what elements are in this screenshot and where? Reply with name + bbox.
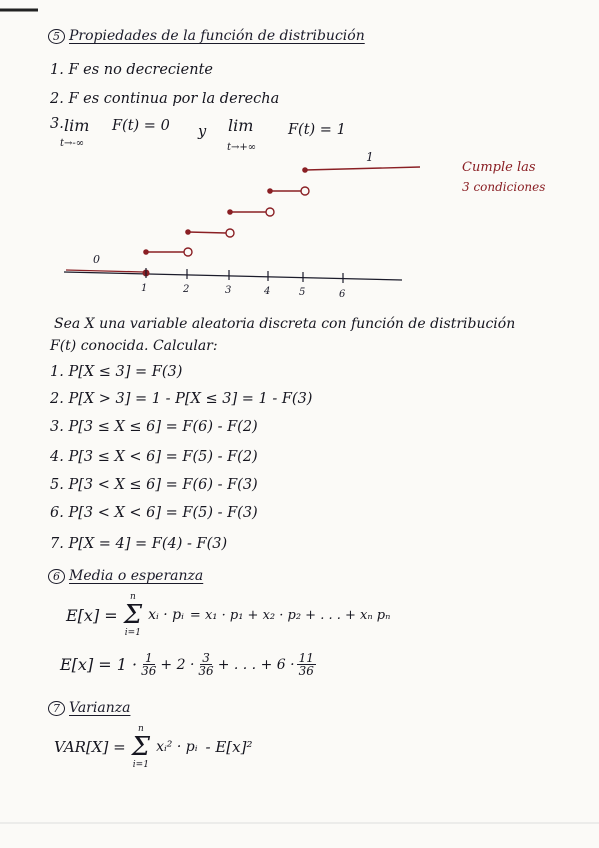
- open-dot-4: [301, 187, 309, 195]
- closed-dot-5: [302, 167, 308, 173]
- closed-dot-1: [143, 249, 149, 255]
- section-6-number: 6: [48, 569, 65, 584]
- calc-item-2-num: 2.: [50, 391, 64, 407]
- calc-item-5-num: 5.: [50, 477, 64, 493]
- mean-eq1-term: xᵢ · pᵢ: [148, 607, 184, 623]
- calc-item-1-text: P[X ≤ 3] = F(3): [68, 364, 183, 380]
- open-dot-2: [226, 229, 234, 237]
- calc-item-3: [50, 419, 258, 435]
- tick-label-1: 1: [141, 283, 148, 294]
- variance-equation: [54, 724, 252, 770]
- mean-eq1-rhs: = x₁ · p₁ + x₂ · p₂ + . . . + xₙ pₙ: [189, 607, 391, 623]
- calc-item-5: [50, 477, 258, 493]
- sigma-symbol-variance: Σ: [131, 732, 151, 762]
- mean-eq2-mid-2: + . . . + 6 ·: [217, 656, 295, 673]
- step-5: [305, 167, 420, 170]
- section-5-number: 5: [48, 29, 65, 44]
- sigma-symbol: Σ: [123, 600, 143, 630]
- property-1-num: 1.: [50, 62, 64, 78]
- fraction-2-denominator: 36: [198, 664, 214, 678]
- calc-item-7: [50, 536, 227, 552]
- calc-item-2: [50, 391, 312, 407]
- calc-item-4-num: 4.: [50, 449, 64, 465]
- x-axis: [64, 272, 402, 280]
- closed-dot-4: [267, 188, 273, 194]
- section-6-title: Media o esperanza: [69, 568, 204, 584]
- mean-equation-1: [66, 592, 390, 638]
- calc-item-4: [50, 449, 258, 465]
- calc-item-3-text: P[3 ≤ X ≤ 6] = F(6) - F(2): [68, 419, 258, 435]
- fraction-3-numerator: 11: [298, 651, 314, 665]
- intro-line-1: Sea X una variable aleatoria discreta con función de distribución: [54, 316, 516, 332]
- sum-bottom-mean: i=1: [124, 628, 141, 638]
- open-dot-1: [184, 248, 192, 256]
- section-7-heading: [48, 700, 130, 716]
- mean-eq1-lhs: E[x] =: [66, 605, 118, 625]
- tick-label-3: 3: [225, 285, 232, 296]
- sum-bottom-variance: i=1: [132, 760, 149, 770]
- sum-sign-mean: [124, 592, 142, 638]
- property-3-num: 3.: [50, 116, 64, 132]
- open-dot-3: [266, 208, 274, 216]
- graph-note-line-2: 3 condiciones: [462, 180, 546, 194]
- limit-1-expression: F(t) = 0: [112, 118, 170, 134]
- calc-item-3-num: 3.: [50, 419, 64, 435]
- tick-label-5: 5: [299, 287, 306, 298]
- calc-item-7-num: 7.: [50, 536, 64, 552]
- calc-item-1: [50, 364, 182, 380]
- tick-label-4: 4: [264, 286, 271, 297]
- fraction-1-denominator: 36: [141, 664, 157, 678]
- limit-2-expression: F(t) = 1: [288, 122, 346, 138]
- variance-rhs: - E[x]²: [205, 738, 253, 756]
- property-1-text: F es no decreciente: [68, 62, 214, 78]
- calc-item-6: [50, 505, 258, 521]
- graph-note-line-1: Cumple las: [462, 160, 536, 175]
- tick-label-6: 6: [339, 289, 346, 300]
- calc-item-2-text: P[X > 3] = 1 - P[X ≤ 3] = 1 - F(3): [68, 391, 313, 407]
- calc-item-4-text: P[3 ≤ X < 6] = F(5) - F(2): [68, 449, 258, 465]
- calc-item-6-text: P[3 < X < 6] = F(5) - F(3): [68, 505, 258, 521]
- property-2-text: F es continua por la derecha: [68, 91, 280, 107]
- section-7-title: Varianza: [69, 700, 131, 716]
- fraction-1-numerator: 1: [144, 651, 153, 665]
- sum-top-mean: n: [129, 592, 136, 602]
- property-2-num: 2.: [50, 91, 64, 107]
- sum-sign-variance: [132, 724, 150, 770]
- fraction-1-36: [139, 652, 158, 677]
- limit-1-word: lim: [64, 116, 90, 135]
- calc-item-5-text: P[3 < X ≤ 6] = F(6) - F(3): [68, 477, 258, 493]
- fraction-2-numerator: 3: [202, 651, 210, 665]
- section-6-heading: [48, 568, 203, 584]
- steps: [146, 167, 420, 256]
- conjunction-y: y: [198, 124, 207, 140]
- graph-one-label: 1: [366, 150, 374, 164]
- section-5-title: Propiedades de la función de distribución: [69, 28, 365, 44]
- limit-2-subscript: t→+∞: [227, 142, 257, 153]
- tick-label-2: 2: [183, 284, 190, 295]
- limit-1-subscript: t→-∞: [60, 138, 85, 149]
- fraction-3-denominator: 36: [298, 664, 314, 678]
- graph-zero-label: 0: [93, 253, 100, 266]
- sum-top-variance: n: [137, 724, 144, 734]
- intro-line-2: F(t) conocida. Calcular:: [50, 338, 218, 354]
- fraction-11-36: [297, 652, 316, 677]
- calc-item-6-num: 6.: [50, 505, 64, 521]
- limit-2-word: lim: [228, 116, 254, 135]
- closed-dot-2: [185, 229, 191, 235]
- step-2: [188, 232, 226, 233]
- fraction-3-36: [196, 652, 215, 677]
- closed-dot-3: [227, 209, 233, 215]
- mean-eq2-mid-1: + 2 ·: [160, 656, 195, 673]
- axis-ticks: [146, 268, 343, 283]
- calc-item-7-text: P[X = 4] = F(4) - F(3): [68, 536, 228, 552]
- variance-term: xᵢ² · pᵢ: [156, 739, 198, 755]
- mean-equation-2: [60, 652, 318, 677]
- calc-item-1-num: 1.: [50, 364, 64, 380]
- variance-lhs: VAR[X] =: [54, 738, 126, 756]
- mean-eq2-lhs: E[x] = 1 ·: [60, 655, 138, 674]
- section-7-number: 7: [48, 701, 65, 716]
